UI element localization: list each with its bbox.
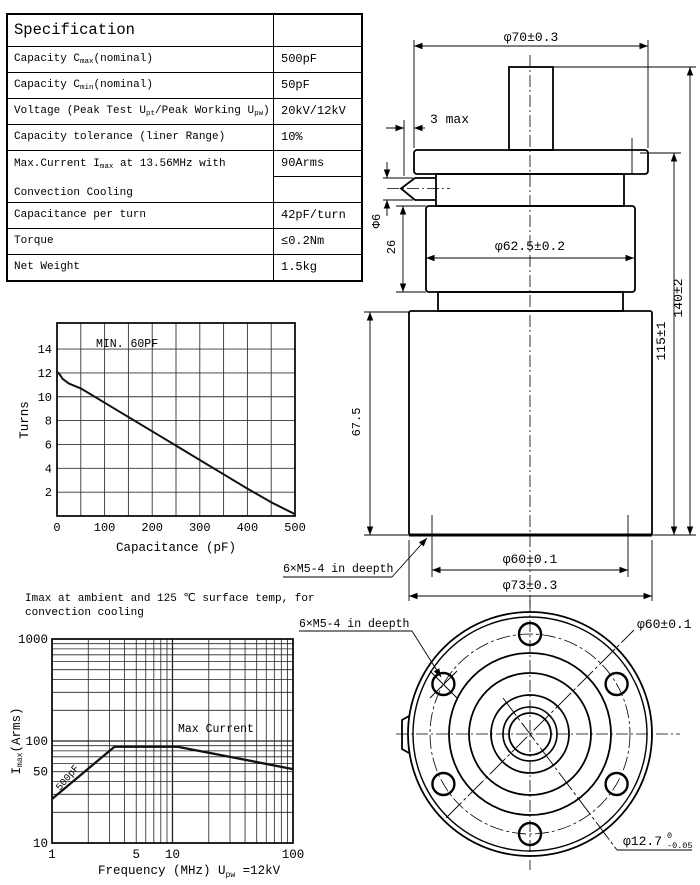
x-tick-label: 10 <box>164 848 181 862</box>
spec-table-row <box>8 150 361 202</box>
label-text: ) <box>263 105 270 117</box>
turns-vs-capacitance-chart <box>18 323 306 555</box>
label-subscript: min <box>80 84 94 92</box>
dim-phi6-label: Φ6 <box>370 213 384 229</box>
spec-row-value: 50pF <box>281 78 310 92</box>
top-shaft <box>509 67 553 150</box>
spec-row-value: 90Arms <box>274 151 361 177</box>
label-subscript: pw <box>254 110 264 118</box>
label-text: Max.Current I <box>14 158 100 170</box>
turns-y-axis-label: Turns <box>18 401 32 439</box>
dim-60-bottom-label: φ60±0.1 <box>637 617 692 632</box>
max-current-annotation: Max Current <box>178 723 254 736</box>
spec-table-row <box>8 72 361 98</box>
imax-x-tick-labels <box>48 848 304 862</box>
spec-table-row <box>8 124 361 150</box>
spec-row-label <box>8 125 274 150</box>
spec-row-label <box>8 229 274 254</box>
spec-row-value: 1.5kg <box>281 260 318 274</box>
imax-chart-title <box>25 592 315 619</box>
dim-60-side-label: φ60±0.1 <box>502 552 558 567</box>
dim-70-label: φ70±0.3 <box>503 30 559 45</box>
y-tick-label: 12 <box>37 366 52 381</box>
x-tick-label: 1 <box>48 848 56 862</box>
spec-table-header-row <box>8 15 361 46</box>
bolt-hole <box>606 673 628 695</box>
spec-row-value: 42pF/turn <box>281 208 346 222</box>
dim-3max-label: 3 max <box>430 112 470 127</box>
dim-73-label: φ73±0.3 <box>502 578 558 593</box>
spec-row-value: 500pF <box>281 52 318 66</box>
spec-row-label <box>8 47 274 72</box>
dim-26-label: 26 <box>385 239 399 255</box>
bottom-dimension-labels <box>299 617 693 851</box>
diag-60-leader <box>446 630 634 818</box>
imax-vs-frequency-chart <box>10 592 315 880</box>
neck-section <box>438 292 623 311</box>
spec-row-value-empty <box>274 177 361 202</box>
y-tick-label: 8 <box>44 414 52 429</box>
dim-127-label: φ12.7 <box>623 834 663 849</box>
label-text: Capacity C <box>14 53 81 65</box>
spec-row-label <box>8 73 274 98</box>
spec-table-row <box>8 98 361 124</box>
dim-115-label: 115±1 <box>654 321 669 361</box>
m5-leader-label-side: 6×M5-4 in deepth <box>283 563 394 576</box>
label-text: Net Weight <box>14 261 81 273</box>
turns-x-tick-labels <box>53 521 305 535</box>
imax-chart-grid <box>52 639 293 843</box>
label-text: at 13.56MHz with <box>113 158 226 170</box>
label-text: Voltage (Peak Test U <box>14 105 147 117</box>
main-body <box>409 311 652 535</box>
x-tick-label: 100 <box>281 848 305 862</box>
label-text: Torque <box>14 235 54 247</box>
x-tick-label: 300 <box>188 521 211 535</box>
x-tick-label: 5 <box>132 848 140 862</box>
side-terminal-pin <box>401 178 436 200</box>
y-tick-label: 50 <box>32 765 48 780</box>
y-tick-label: 14 <box>37 343 52 358</box>
spec-row-value: ≤0.2Nm <box>281 234 325 248</box>
label-subscript: max <box>99 163 114 171</box>
dim-67-label: 67.5 <box>350 407 364 437</box>
spec-row-label <box>8 203 274 228</box>
spec-row-label <box>8 255 274 280</box>
label-text: (nominal) <box>93 79 153 91</box>
x-tick-label: 500 <box>284 521 306 535</box>
imax-y-axis-label: Imax(Arms) <box>10 707 25 775</box>
top-flange <box>414 150 648 174</box>
y-tick-label: 10 <box>37 390 52 405</box>
label-text: /Peak Working U <box>155 105 255 117</box>
label-text: Capacitance per turn <box>14 209 147 221</box>
y-tick-label: 6 <box>44 438 52 453</box>
spec-table-row <box>8 254 361 280</box>
title-line: Imax at ambient and 125 ℃ surface temp, for <box>25 593 315 605</box>
y-tick-label: 2 <box>44 486 52 501</box>
x-tick-label: 100 <box>93 521 116 535</box>
bottom-leader-lines <box>299 630 692 850</box>
dim-62-label: φ62.5±0.2 <box>494 239 566 254</box>
label-text: Capacity tolerance (liner Range) <box>14 131 226 143</box>
spec-table <box>6 13 363 282</box>
turns-chart-annotation: MIN. 60PF <box>96 338 159 351</box>
spec-table-title: Specification <box>8 15 274 46</box>
spec-row-value: 20kV/12kV <box>281 104 346 118</box>
label-text: Convection Cooling <box>14 187 133 199</box>
spec-table-row <box>8 46 361 72</box>
x-tick-label: 0 <box>53 521 61 535</box>
y-tick-label: 4 <box>44 462 52 477</box>
dim-127-tol-upper: 0 <box>667 831 673 841</box>
turns-x-axis-label: Capacitance (pF) <box>115 541 237 555</box>
bottom-view-drawing <box>299 600 693 870</box>
label-subscript: pt <box>146 110 156 118</box>
m5-leader-label-bottom: 6×M5-4 in deepth <box>299 618 410 631</box>
x-tick-label: 400 <box>236 521 259 535</box>
spec-table-row <box>8 202 361 228</box>
curve-500pf-label: 500pF <box>54 763 83 794</box>
x-tick-label: 200 <box>141 521 164 535</box>
label-text: Capacity C <box>14 79 81 91</box>
y-tick-label: 100 <box>25 735 48 749</box>
y-tick-label: 10 <box>32 837 48 851</box>
dim-127-tol-lower: -0.05 <box>667 841 693 851</box>
imax-x-axis-label: Frequency (MHz) $U_{pw} =12kV$ <box>98 864 281 880</box>
spec-table-header-empty-cell <box>274 15 361 46</box>
label-text: (nominal) <box>93 53 153 65</box>
dim-140-label: 140±2 <box>671 278 686 318</box>
turns-y-tick-labels <box>38 343 52 500</box>
spec-row-value: 10% <box>281 130 303 144</box>
label-subscript: max <box>80 58 94 66</box>
spec-table-row <box>8 228 361 254</box>
title-line: convection cooling <box>25 607 144 619</box>
spec-row-label <box>8 99 274 124</box>
turns-chart-grid <box>57 323 295 516</box>
y-tick-label: 1000 <box>17 633 48 647</box>
spec-row-label <box>8 151 274 202</box>
side-part-outline <box>401 67 652 535</box>
